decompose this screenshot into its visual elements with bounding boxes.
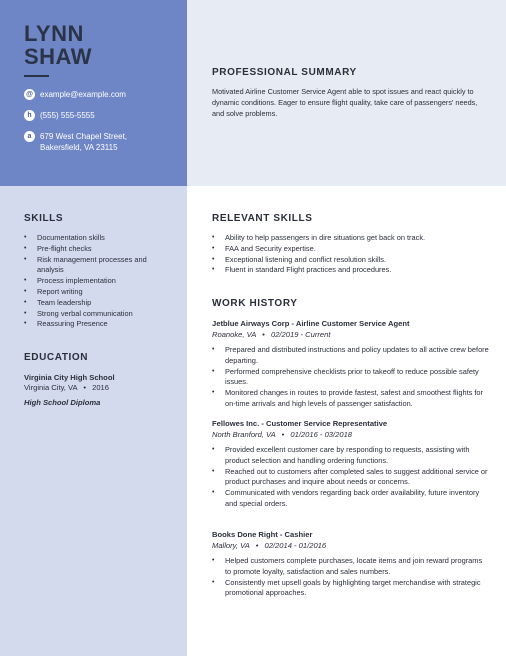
list-item: • Fluent in standard Flight practices and procedures.: [212, 265, 492, 276]
list-item: • Exceptional listening and conflict resolution skills.: [212, 255, 492, 266]
last-name: SHAW: [24, 44, 92, 69]
relevant-skills-heading: RELEVANT SKILLS: [212, 213, 313, 224]
job-dates: 02/2019 - Current: [270, 330, 331, 339]
education-school: Virginia City High School: [24, 373, 115, 382]
skills-heading: SKILLS: [24, 213, 64, 224]
list-item: • Provided excellent customer care by responding to requests, assisting with product selection and handling ordering functions.: [212, 445, 490, 467]
list-item: • Helped customers complete purchases, locate items and join reward programs to promote loyalty, satisfaction and sales numbers.: [212, 556, 490, 578]
list-item: • Risk management processes and analysis: [24, 255, 164, 277]
list-item: • Reassuring Presence: [24, 319, 164, 330]
list-item: • Report writing: [24, 287, 164, 298]
list-item: • Monitored changes in routes to provide fastest, safest and smoothest flights for on-time arrivals and high levels of passenger satisfaction.: [212, 388, 490, 410]
list-item: • FAA and Security expertise.: [212, 244, 492, 255]
job-bullets: [212, 556, 490, 599]
job-dates: 02/2014 - 01/2016: [264, 541, 327, 550]
list-item: • Prepared and distributed instructions and policy updates to all active crew before departing.: [212, 345, 490, 367]
address-text: [40, 131, 127, 153]
list-item: • Performed comprehensive checklists prior to takeoff to reduce possible safety issues.: [212, 367, 490, 389]
job-location: North Branford, VA: [212, 430, 276, 439]
list-item: • Team leadership: [24, 298, 164, 309]
list-item: • Ability to help passengers in dire situations get back on track.: [212, 233, 492, 244]
separator-dot: •: [262, 330, 265, 339]
phone-text: (555) 555-5555: [40, 111, 95, 120]
list-item: • Documentation skills: [24, 233, 164, 244]
job-heading: Jetblue Airways Corp - Airline Customer Service Agent: [212, 319, 410, 328]
skills-list: [24, 233, 164, 330]
list-item: • Strong verbal communication: [24, 309, 164, 320]
contact-phone: [24, 110, 95, 121]
job-location: Roanoke, VA: [212, 330, 257, 339]
address-icon: a: [24, 131, 35, 142]
work-history-heading: WORK HISTORY: [212, 298, 298, 309]
job-bullets: [212, 345, 490, 410]
job-bullets: [212, 445, 490, 510]
summary-text: Motivated Airline Customer Service Agent able to spot issues and react quickly to dynamic conditions. Eager to ensure flight quality, take care of passengers' needs, and solve problems.: [212, 87, 478, 119]
education-location: [24, 383, 109, 392]
list-item: • Consistently met upsell goals by highlighting target merchandise with strategic promotional approaches.: [212, 578, 490, 600]
separator-dot: •: [255, 541, 259, 550]
separator-dot: •: [83, 383, 86, 392]
job-meta: [212, 541, 326, 550]
list-item: • Process implementation: [24, 276, 164, 287]
contact-email: [24, 89, 126, 100]
list-item: • Reached out to customers after completed sales to suggest additional service or product purchases and inquire about needs or concerns.: [212, 467, 490, 489]
job-heading: Books Done Right - Cashier: [212, 530, 313, 539]
candidate-name: [24, 22, 92, 68]
email-text: example@example.com: [40, 90, 126, 99]
list-item: • Pre-flight checks: [24, 244, 164, 255]
job-location: Mallory, VA: [212, 541, 250, 550]
address-line2: Bakersfield, VA 23115: [40, 143, 118, 152]
contact-address: [24, 131, 127, 153]
job-dates: 01/2016 - 03/2018: [290, 430, 353, 439]
job-meta: [212, 330, 331, 339]
relevant-skills-list: [212, 233, 492, 276]
first-name: LYNN: [24, 21, 84, 46]
email-icon: @: [24, 89, 35, 100]
education-heading: EDUCATION: [24, 352, 89, 363]
education-city: Virginia City, VA: [24, 383, 78, 392]
phone-icon: h: [24, 110, 35, 121]
list-item: • Communicated with vendors regarding back order availability, future inventory and special orders.: [212, 488, 490, 510]
education-degree: High School Diploma: [24, 398, 101, 407]
education-year: 2016: [92, 383, 110, 392]
summary-heading: PROFESSIONAL SUMMARY: [212, 67, 357, 78]
job-meta: [212, 430, 352, 439]
name-divider: [24, 75, 49, 77]
separator-dot: •: [281, 430, 285, 439]
address-line1: 679 West Chapel Street,: [40, 132, 128, 141]
job-heading: Fellowes Inc. - Customer Service Representative: [212, 419, 388, 428]
